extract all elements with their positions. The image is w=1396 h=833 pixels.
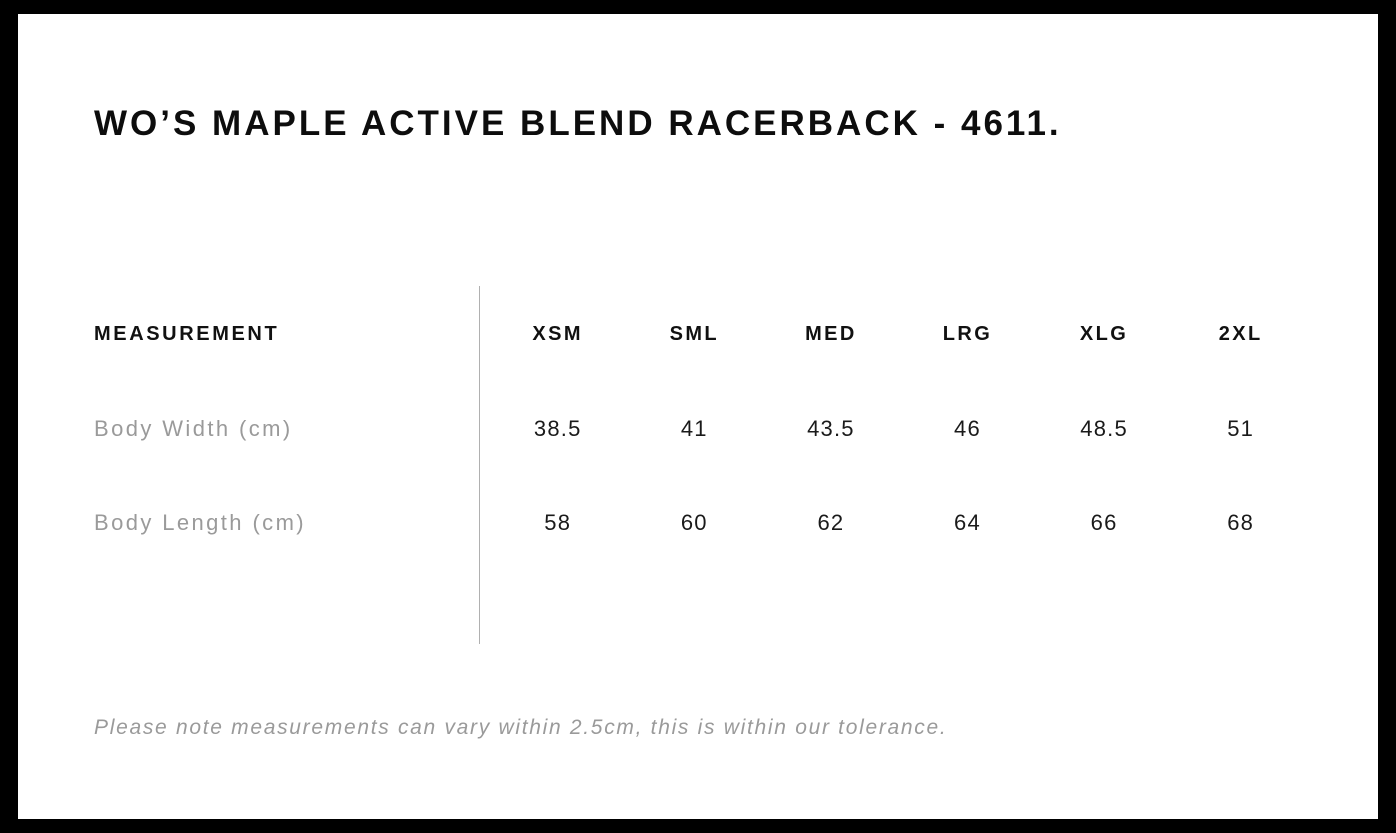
size-chart-card (18, 14, 1378, 819)
cell-body-length-xlg: 66 (1090, 510, 1118, 535)
cell-body-width-xlg: 48.5 (1080, 416, 1128, 441)
column-header-measurement: MEASUREMENT (94, 322, 280, 345)
column-header-lrg: LRG (942, 322, 993, 345)
table-row (94, 382, 1309, 476)
cell-body-length-2xl: 68 (1227, 510, 1255, 535)
column-header-sml: SML (669, 322, 719, 345)
cell-body-width-med: 43.5 (807, 416, 855, 441)
cell-body-length-med: 62 (817, 510, 845, 535)
column-header-2xl: 2XL (1218, 322, 1263, 345)
spacer-cell (489, 570, 626, 648)
spacer-cell (1036, 570, 1173, 648)
table-bottom-spacer (94, 570, 1309, 648)
spacer-cell (94, 570, 489, 648)
row-label-body-width: Body Width (cm) (94, 416, 293, 441)
cell-body-width-lrg: 46 (954, 416, 981, 441)
column-header-xlg: XLG (1079, 322, 1129, 345)
size-table-container (94, 286, 1309, 648)
column-header-med: MED (805, 322, 857, 345)
size-table (94, 286, 1309, 648)
spacer-cell (899, 570, 1036, 648)
cell-body-width-xsm: 38.5 (533, 416, 582, 441)
row-label-body-length: Body Length (cm) (94, 510, 307, 535)
column-header-xsm: XSM (532, 322, 583, 345)
spacer-cell (626, 570, 763, 648)
tolerance-note: Please note measurements can vary within 2.5cm, this is within our tolerance. (94, 716, 948, 739)
page-title: WO’S MAPLE ACTIVE BLEND RACERBACK - 4611. (94, 104, 1062, 143)
spacer-cell (1172, 570, 1309, 648)
cell-body-width-2xl: 51 (1227, 416, 1255, 441)
cell-body-length-lrg: 64 (954, 510, 981, 535)
table-vertical-divider (479, 286, 480, 644)
cell-body-length-xsm: 58 (544, 510, 572, 535)
table-header-row (94, 286, 1309, 382)
spacer-cell (763, 570, 900, 648)
cell-body-width-sml: 41 (680, 416, 708, 441)
table-row (94, 476, 1309, 570)
cell-body-length-sml: 60 (680, 510, 708, 535)
